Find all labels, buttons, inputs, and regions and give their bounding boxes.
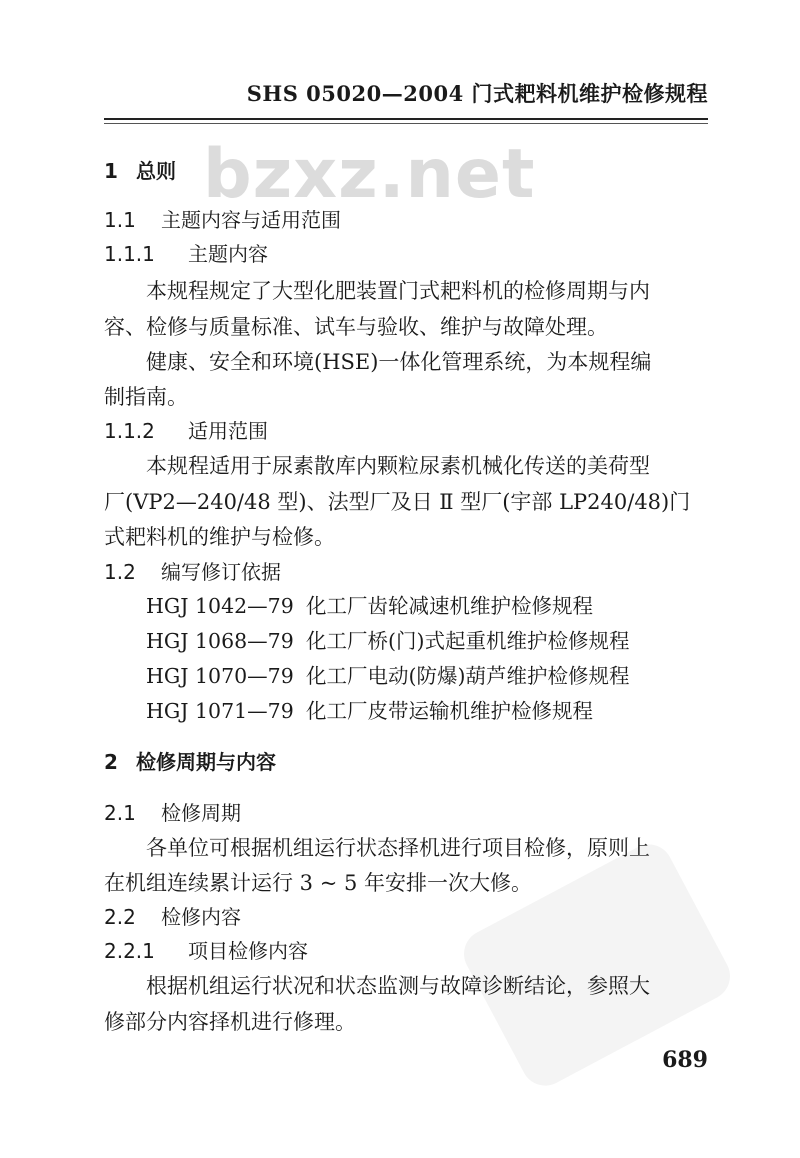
section-title: 检修周期: [161, 801, 241, 825]
reference-item: [146, 666, 630, 687]
reference-code: HGJ 1070—79: [146, 664, 294, 688]
reference-item: [146, 596, 593, 617]
section-title: 主题内容: [188, 242, 268, 266]
reference-title: 化工厂齿轮减速机维护检修规程: [306, 594, 593, 618]
section-number: 1.1.2: [104, 419, 155, 443]
running-header: SHS 05020—2004 门式耙料机维护检修规程: [246, 81, 708, 106]
section-heading-1-1-2: [104, 421, 268, 441]
section-heading-1-1-1: [104, 244, 268, 264]
paragraph-line: 健康、安全和环境(HSE)一体化管理系统，为本规程编: [146, 350, 652, 374]
section-number: 1.1.1: [104, 242, 155, 266]
section-heading-2: [104, 752, 276, 772]
section-title: 主题内容与适用范围: [161, 208, 341, 232]
header-rule-thin: [104, 123, 708, 124]
paragraph-line: 在机组连续累计运行 3 ~ 5 年安排一次大修。: [104, 871, 533, 895]
reference-title: 化工厂桥(门)式起重机维护检修规程: [306, 629, 630, 653]
section-number: 2.1: [104, 801, 136, 825]
section-number: 2.2: [104, 905, 136, 929]
paragraph-line: 制指南。: [104, 385, 188, 409]
section-title: 适用范围: [188, 419, 268, 443]
section-title: 编写修订依据: [161, 560, 281, 584]
reference-title: 化工厂电动(防爆)葫芦维护检修规程: [306, 664, 630, 688]
section-title: 项目检修内容: [188, 939, 308, 963]
section-title: 检修内容: [161, 905, 241, 929]
reference-code: HGJ 1042—79: [146, 594, 294, 618]
section-number: 2.2.1: [104, 939, 155, 963]
reference-code: HGJ 1071—79: [146, 699, 294, 723]
section-heading-1-2: [104, 562, 281, 582]
section-heading-2-2-1: [104, 941, 308, 961]
page-number: 689: [662, 1047, 708, 1073]
paragraph-line: 本规程规定了大型化肥装置门式耙料机的检修周期与内: [146, 279, 650, 303]
paragraph-line: 根据机组运行状况和状态监测与故障诊断结论，参照大: [146, 974, 650, 998]
section-number: 1: [104, 159, 118, 183]
paragraph-line: 容、检修与质量标准、试车与验收、维护与故障处理。: [104, 315, 608, 339]
section-title: 总则: [136, 159, 176, 183]
paragraph-line: 各单位可根据机组运行状态择机进行项目检修，原则上: [146, 836, 650, 860]
header-rule: [104, 118, 708, 120]
paragraph-line: 厂(VP2—240/48 型)、法型厂及日 Ⅱ 型厂(宇部 LP240/48)门: [104, 490, 691, 514]
paragraph-line: 本规程适用于尿素散库内颗粒尿素机械化传送的美荷型: [146, 454, 650, 478]
reference-item: [146, 701, 593, 722]
section-number: 2: [104, 750, 118, 774]
reference-item: [146, 631, 630, 652]
section-number: 1.2: [104, 560, 136, 584]
watermark-text: bzxz.net: [203, 135, 536, 214]
section-heading-2-1: [104, 803, 241, 823]
reference-title: 化工厂皮带运输机维护检修规程: [306, 699, 593, 723]
section-number: 1.1: [104, 208, 136, 232]
section-heading-2-2: [104, 907, 241, 927]
section-heading-1: [104, 161, 176, 181]
section-title: 检修周期与内容: [136, 750, 276, 774]
reference-code: HGJ 1068—79: [146, 629, 294, 653]
section-heading-1-1: [104, 210, 341, 230]
paragraph-line: 式耙料机的维护与检修。: [104, 525, 335, 549]
paragraph-line: 修部分内容择机进行修理。: [104, 1010, 356, 1034]
